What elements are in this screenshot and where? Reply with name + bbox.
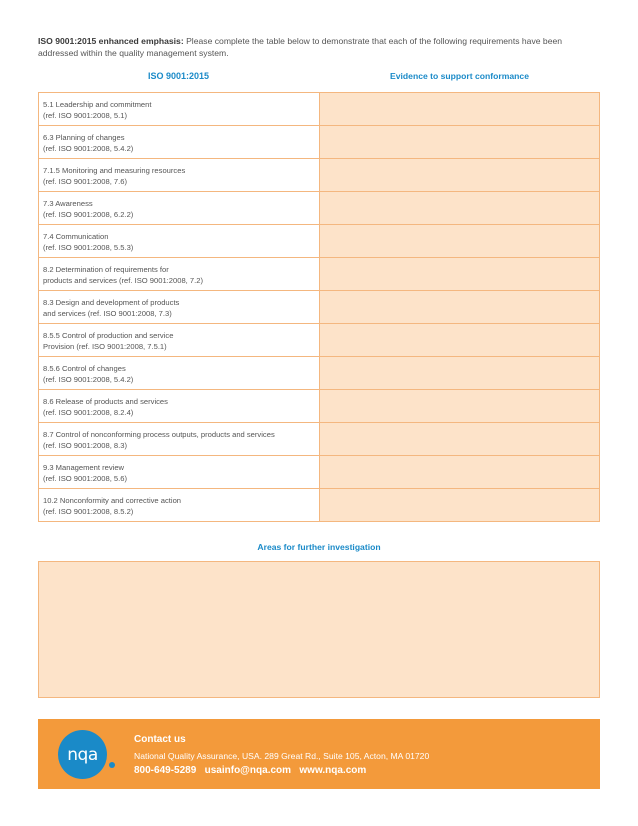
logo-text: nqa [67, 744, 98, 765]
requirement-reference: (ref. ISO 9001:2008, 5.4.2) [43, 143, 134, 153]
contact-phone: 800-649-5289 [134, 765, 197, 776]
nqa-logo [58, 730, 107, 779]
evidence-input-field[interactable] [320, 126, 601, 158]
evidence-input-field[interactable] [320, 324, 601, 356]
requirement-title: 8.7 Control of nonconforming process outputs, products and services [43, 430, 275, 439]
requirement-reference: (ref. ISO 9001:2008, 5.5.3) [43, 242, 134, 252]
evidence-input-field[interactable] [320, 258, 601, 290]
logo-dot-icon [109, 762, 115, 768]
intro-bold: ISO 9001:2015 enhanced emphasis: [38, 36, 184, 46]
evidence-input-field[interactable] [320, 192, 601, 224]
requirement-reference: and services (ref. ISO 9001:2008, 7.3) [43, 308, 172, 318]
requirement-cell [39, 291, 320, 323]
contact-title: Contact us [134, 734, 186, 745]
intro-text [38, 35, 598, 59]
contact-web[interactable]: www.nqa.com [299, 765, 367, 776]
requirement-cell [39, 324, 320, 356]
requirement-cell [39, 225, 320, 257]
table-row [39, 258, 600, 291]
requirement-title: 8.5.5 Control of production and service [43, 331, 174, 340]
requirement-reference: (ref. ISO 9001:2008, 8.3) [43, 440, 128, 450]
table-row [39, 225, 600, 258]
requirement-reference: Provision (ref. ISO 9001:2008, 7.5.1) [43, 341, 167, 351]
requirement-cell [39, 192, 320, 224]
contact-address: National Quality Assurance, USA. 289 Great Rd., Suite 105, Acton, MA 01720 [134, 751, 430, 761]
evidence-input-field[interactable] [320, 291, 601, 323]
requirement-title: 7.1.5 Monitoring and measuring resources [43, 166, 186, 175]
areas-title: Areas for further investigation [257, 542, 381, 552]
requirement-reference: (ref. ISO 9001:2008, 8.2.4) [43, 407, 134, 417]
requirement-reference: (ref. ISO 9001:2008, 8.5.2) [43, 506, 134, 516]
requirement-title: 9.3 Management review [43, 463, 125, 472]
requirement-reference: products and services (ref. ISO 9001:2008, 7.2) [43, 275, 203, 285]
column-header-evidence: Evidence to support conformance [390, 71, 529, 81]
requirement-reference: (ref. ISO 9001:2008, 5.6) [43, 473, 128, 483]
table-row [39, 456, 600, 489]
table-row [39, 390, 600, 423]
requirement-cell [39, 258, 320, 290]
requirement-cell [39, 357, 320, 389]
table-row [39, 291, 600, 324]
requirement-reference: (ref. ISO 9001:2008, 5.1) [43, 110, 128, 120]
requirement-cell [39, 423, 320, 455]
requirement-title: 6.3 Planning of changes [43, 133, 125, 142]
contact-details [134, 765, 366, 776]
requirement-title: 5.1 Leadership and commitment [43, 100, 152, 109]
requirements-table [38, 92, 600, 522]
evidence-input-field[interactable] [320, 93, 601, 125]
requirement-title: 8.3 Design and development of products [43, 298, 180, 307]
evidence-input-field[interactable] [320, 390, 601, 422]
requirement-reference: (ref. ISO 9001:2008, 7.6) [43, 176, 128, 186]
table-row [39, 423, 600, 456]
requirement-title: 8.6 Release of products and services [43, 397, 168, 406]
requirement-title: 10.2 Nonconformity and corrective action [43, 496, 182, 505]
requirement-title: 8.2 Determination of requirements for [43, 265, 169, 274]
evidence-input-field[interactable] [320, 225, 601, 257]
table-row [39, 192, 600, 225]
table-row [39, 324, 600, 357]
requirement-cell [39, 159, 320, 191]
table-row [39, 93, 600, 126]
evidence-input-field[interactable] [320, 489, 601, 521]
requirement-cell [39, 93, 320, 125]
intro-body: Please complete the table below to demonstrate that each of the following requirements have been addressed within the quality management system. [38, 36, 563, 58]
requirement-reference: (ref. ISO 9001:2008, 6.2.2) [43, 209, 134, 219]
requirement-title: 7.4 Communication [43, 232, 109, 241]
requirement-title: 8.5.6 Control of changes [43, 364, 126, 373]
requirement-reference: (ref. ISO 9001:2008, 5.4.2) [43, 374, 134, 384]
evidence-input-field[interactable] [320, 423, 601, 455]
column-header-iso: ISO 9001:2015 [147, 71, 210, 81]
evidence-input-field[interactable] [320, 357, 601, 389]
requirement-cell [39, 489, 320, 521]
table-row [39, 357, 600, 390]
contact-email[interactable]: usainfo@nqa.com [204, 765, 292, 776]
table-row [39, 489, 600, 522]
requirement-cell [39, 456, 320, 488]
contact-footer [38, 719, 600, 789]
requirement-title: 7.3 Awareness [43, 199, 93, 208]
table-row [39, 159, 600, 192]
evidence-input-field[interactable] [320, 456, 601, 488]
requirement-cell [39, 390, 320, 422]
areas-input-field[interactable] [38, 561, 600, 698]
requirement-cell [39, 126, 320, 158]
evidence-input-field[interactable] [320, 159, 601, 191]
table-row [39, 126, 600, 159]
